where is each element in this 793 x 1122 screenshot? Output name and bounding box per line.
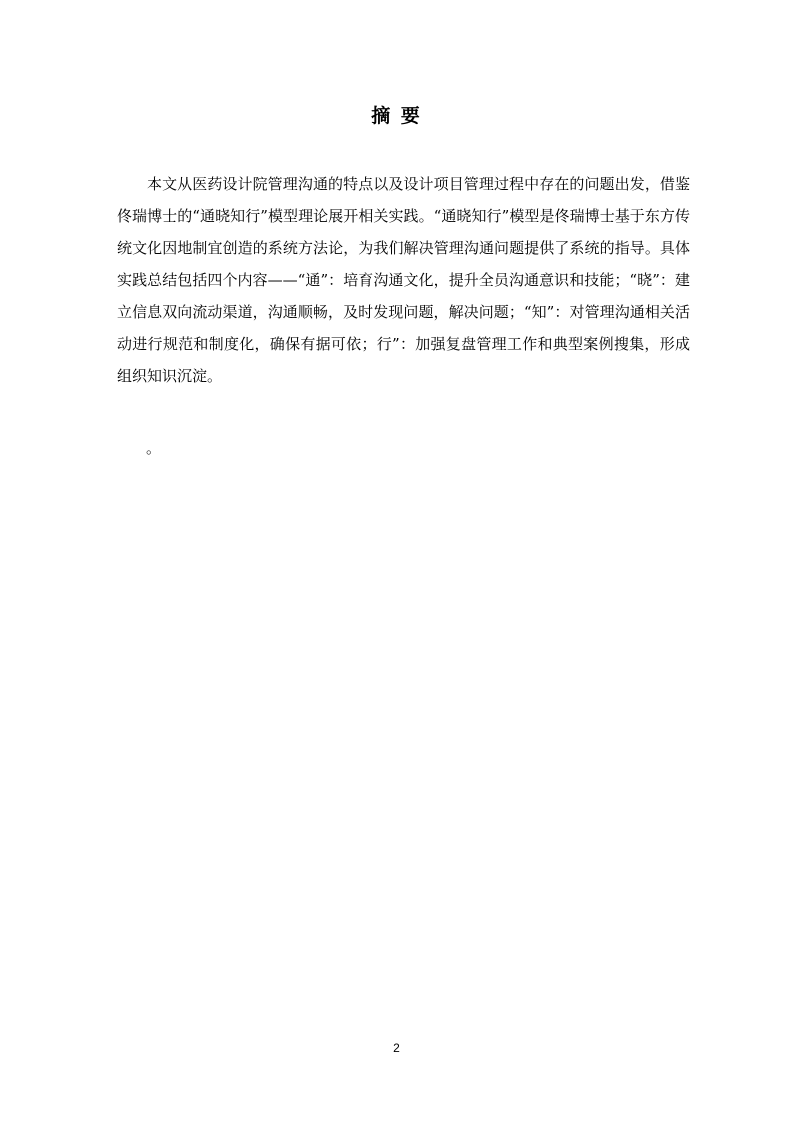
abstract-title: 摘 要 [371,105,422,127]
page-number: 2 [393,1041,400,1055]
abstract-body: 本文从医药设计院管理沟通的特点以及设计项目管理过程中存在的问题出发，借鉴佟瑞博士的“通晓知行”模型理论展开相关实践。“通晓知行”模型是佟瑞博士基于东方传统文化因地制宜创造的系统方法论，为我们解决管理沟通问题提供了系统的指导。具体实践总结包括四个内容——“通”：培育沟通文化，提升全员沟通意识和技能；“晓”：建立信息双向流动渠道，沟通顺畅，及时发现问题，解决问题；“知”：对管理沟通相关活动进行规范和制度化，确保有据可依；行”：加强复盘管理工作和典型案例搜集，形成组织知识沉淀。 [117,175,690,385]
stray-punctuation: 。 [146,439,162,457]
